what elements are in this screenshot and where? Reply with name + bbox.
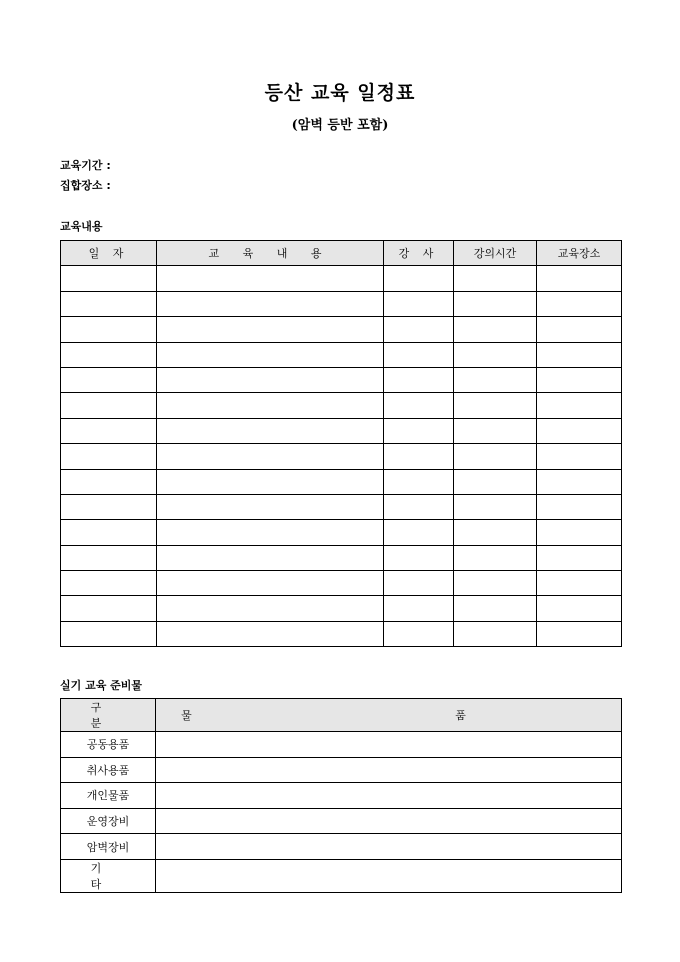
table-cell[interactable] bbox=[61, 444, 157, 469]
table-cell[interactable] bbox=[384, 545, 454, 570]
table-cell[interactable] bbox=[61, 317, 157, 342]
table-cell[interactable] bbox=[384, 469, 454, 494]
table-cell[interactable] bbox=[454, 520, 537, 545]
table-row bbox=[61, 808, 622, 834]
category-cell: 운영장비 bbox=[61, 808, 156, 834]
table-cell[interactable] bbox=[537, 596, 622, 621]
table-cell[interactable] bbox=[454, 291, 537, 316]
table-cell[interactable] bbox=[157, 418, 384, 443]
table-cell[interactable] bbox=[537, 545, 622, 570]
header-location: 교육장소 bbox=[537, 241, 622, 266]
table-cell[interactable] bbox=[384, 494, 454, 519]
table-cell[interactable] bbox=[454, 342, 537, 367]
table-cell[interactable] bbox=[61, 621, 157, 646]
table-cell[interactable] bbox=[157, 291, 384, 316]
table-cell[interactable] bbox=[61, 520, 157, 545]
items-cell[interactable] bbox=[156, 757, 622, 783]
category-cell: 암벽장비 bbox=[61, 834, 156, 860]
table-row bbox=[61, 834, 622, 860]
table-cell[interactable] bbox=[537, 444, 622, 469]
table-row bbox=[61, 621, 622, 646]
table-header-row bbox=[61, 241, 622, 266]
table-row bbox=[61, 418, 622, 443]
table-cell[interactable] bbox=[454, 266, 537, 291]
table-cell[interactable] bbox=[454, 545, 537, 570]
table-cell[interactable] bbox=[157, 494, 384, 519]
table-cell[interactable] bbox=[61, 393, 157, 418]
table-cell[interactable] bbox=[157, 342, 384, 367]
table-cell[interactable] bbox=[157, 545, 384, 570]
table-row bbox=[61, 367, 622, 392]
header-date: 일 자 bbox=[61, 241, 157, 266]
table-row bbox=[61, 393, 622, 418]
table-row bbox=[61, 732, 622, 758]
table-cell[interactable] bbox=[454, 571, 537, 596]
items-cell[interactable] bbox=[156, 859, 622, 892]
table-cell[interactable] bbox=[384, 266, 454, 291]
table-row bbox=[61, 291, 622, 316]
table-cell[interactable] bbox=[537, 317, 622, 342]
table-cell[interactable] bbox=[537, 418, 622, 443]
table-cell[interactable] bbox=[384, 393, 454, 418]
table-cell[interactable] bbox=[157, 393, 384, 418]
items-cell[interactable] bbox=[156, 783, 622, 809]
table-cell[interactable] bbox=[384, 596, 454, 621]
table-cell[interactable] bbox=[454, 494, 537, 519]
table-cell[interactable] bbox=[384, 367, 454, 392]
table-cell[interactable] bbox=[454, 621, 537, 646]
table-cell[interactable] bbox=[454, 444, 537, 469]
table-cell[interactable] bbox=[384, 520, 454, 545]
table-row bbox=[61, 783, 622, 809]
category-cell: 개인물품 bbox=[61, 783, 156, 809]
table-cell[interactable] bbox=[537, 520, 622, 545]
table-cell[interactable] bbox=[537, 469, 622, 494]
table-row bbox=[61, 571, 622, 596]
table-cell[interactable] bbox=[157, 596, 384, 621]
meeting-place-label: 집합장소 : bbox=[60, 179, 111, 192]
table-cell[interactable] bbox=[61, 494, 157, 519]
table-cell[interactable] bbox=[157, 469, 384, 494]
table-cell[interactable] bbox=[61, 596, 157, 621]
table-cell[interactable] bbox=[157, 621, 384, 646]
table-cell[interactable] bbox=[61, 469, 157, 494]
table-cell[interactable] bbox=[61, 342, 157, 367]
table-cell[interactable] bbox=[61, 266, 157, 291]
table-cell[interactable] bbox=[157, 444, 384, 469]
table-cell[interactable] bbox=[454, 367, 537, 392]
category-cell: 공동용품 bbox=[61, 732, 156, 758]
table-row bbox=[61, 266, 622, 291]
table-cell[interactable] bbox=[537, 342, 622, 367]
table-cell[interactable] bbox=[537, 571, 622, 596]
table-cell[interactable] bbox=[61, 545, 157, 570]
table-row bbox=[61, 317, 622, 342]
table-cell[interactable] bbox=[61, 367, 157, 392]
table-cell[interactable] bbox=[454, 393, 537, 418]
table-cell[interactable] bbox=[384, 291, 454, 316]
table-header-row bbox=[61, 699, 622, 732]
supplies-table bbox=[60, 698, 622, 893]
header-instructor: 강 사 bbox=[384, 241, 454, 266]
table-cell[interactable] bbox=[157, 571, 384, 596]
table-cell[interactable] bbox=[384, 418, 454, 443]
table-row bbox=[61, 596, 622, 621]
education-section-title: 교육내용 bbox=[60, 220, 103, 233]
table-cell[interactable] bbox=[384, 317, 454, 342]
prep-section-title: 실기 교육 준비물 bbox=[60, 679, 143, 692]
table-cell[interactable] bbox=[384, 444, 454, 469]
table-row bbox=[61, 520, 622, 545]
header-content: 교 육 내 용 bbox=[157, 241, 384, 266]
table-cell[interactable] bbox=[537, 621, 622, 646]
table-cell[interactable] bbox=[454, 317, 537, 342]
items-cell[interactable] bbox=[156, 808, 622, 834]
table-cell[interactable] bbox=[454, 418, 537, 443]
items-cell[interactable] bbox=[156, 732, 622, 758]
table-cell[interactable] bbox=[537, 494, 622, 519]
table-row bbox=[61, 859, 622, 892]
document-subtitle: (암벽 등반 포함) bbox=[291, 118, 389, 133]
table-cell[interactable] bbox=[61, 571, 157, 596]
table-cell[interactable] bbox=[61, 291, 157, 316]
table-cell[interactable] bbox=[537, 367, 622, 392]
table-cell[interactable] bbox=[157, 317, 384, 342]
table-cell[interactable] bbox=[61, 418, 157, 443]
header-lecture-time: 강의시간 bbox=[454, 241, 537, 266]
education-schedule-table bbox=[60, 240, 622, 647]
category-cell: 취사용품 bbox=[61, 757, 156, 783]
table-cell[interactable] bbox=[537, 266, 622, 291]
table-cell[interactable] bbox=[454, 469, 537, 494]
table-row bbox=[61, 494, 622, 519]
table-cell[interactable] bbox=[537, 291, 622, 316]
category-cell: 기 타 bbox=[61, 859, 156, 892]
table-cell[interactable] bbox=[384, 621, 454, 646]
header-items: 물 품 bbox=[156, 699, 622, 732]
table-cell[interactable] bbox=[537, 393, 622, 418]
table-cell[interactable] bbox=[157, 520, 384, 545]
items-cell[interactable] bbox=[156, 834, 622, 860]
table-row bbox=[61, 444, 622, 469]
table-row bbox=[61, 545, 622, 570]
table-cell[interactable] bbox=[157, 367, 384, 392]
education-period-label: 교육기간 : bbox=[60, 159, 111, 172]
table-cell[interactable] bbox=[157, 266, 384, 291]
table-row bbox=[61, 342, 622, 367]
table-cell[interactable] bbox=[384, 342, 454, 367]
table-cell[interactable] bbox=[454, 596, 537, 621]
header-category: 구 분 bbox=[61, 699, 156, 732]
table-row bbox=[61, 469, 622, 494]
document-title: 등산 교육 일정표 bbox=[264, 82, 416, 104]
table-cell[interactable] bbox=[384, 571, 454, 596]
table-row bbox=[61, 757, 622, 783]
